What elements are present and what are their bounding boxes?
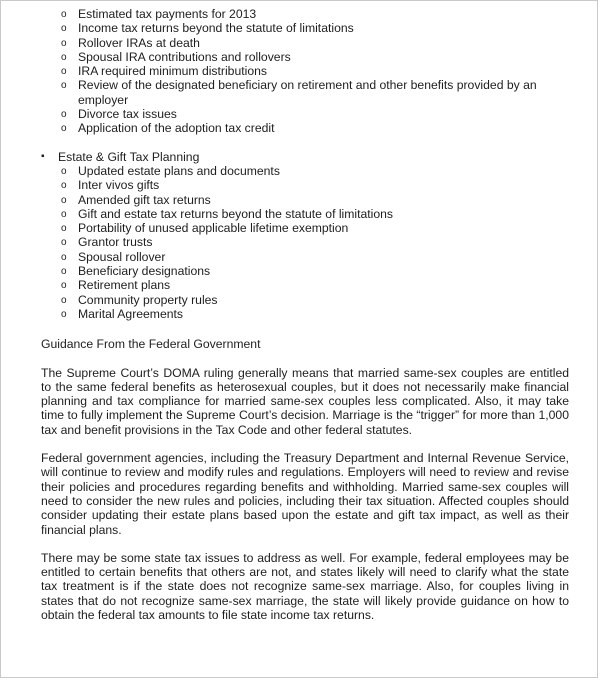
document-content	[41, 7, 569, 622]
list-item: o Gift and estate tax returns beyond the statute of limitations	[41, 207, 569, 221]
estate-gift-list	[41, 164, 569, 321]
guidance-heading: Guidance From the Federal Government	[41, 337, 261, 352]
list-item: o Application of the adoption tax credit	[41, 121, 569, 135]
list-item: o Retirement plans	[41, 278, 569, 292]
list-item: o Amended gift tax returns	[41, 193, 569, 207]
list-item: o IRA required minimum distributions	[41, 64, 569, 78]
list-item: o Marital Agreements	[41, 307, 569, 321]
estate-gift-section-title	[41, 150, 569, 164]
tax-issues-list	[41, 7, 569, 136]
list-item: o Portability of unused applicable lifetime exemption	[41, 221, 569, 235]
list-item: o Divorce tax issues	[41, 107, 569, 121]
paragraph: There may be some state tax issues to address as well. For example, federal employees may be entitled to certain benefits that others are not, and states likely will need to clarify what the state tax treatment is if the state does not recognize same-sex marriage. Also, for couples living in states that do not recognize same-sex marriage, the state will likely provide guidance on how to obtain the federal tax amounts to file state income tax returns.	[41, 550, 569, 622]
list-item: o Inter vivos gifts	[41, 178, 569, 192]
list-item: o Review of the designated beneficiary on retirement and other benefits provided by an employer	[41, 78, 569, 107]
list-item: o Estimated tax payments for 2013	[41, 7, 569, 21]
list-item: o Updated estate plans and documents	[41, 164, 569, 178]
bullet-icon: ▪	[41, 150, 45, 162]
list-item: o Spousal IRA contributions and rollovers	[41, 50, 569, 64]
list-item: o Spousal rollover	[41, 250, 569, 264]
section-title: Estate & Gift Tax Planning	[58, 149, 200, 164]
list-item: o Community property rules	[41, 293, 569, 307]
list-item: o Income tax returns beyond the statute of limitations	[41, 21, 569, 35]
list-item: o Rollover IRAs at death	[41, 36, 569, 50]
list-item: o Grantor trusts	[41, 235, 569, 249]
paragraph: Federal government agencies, including the Treasury Department and Internal Revenue Service, will continue to review and modify rules and regulations. Employers will need to review and revise their policies and procedures regarding benefits and withholding. Married same-sex couples will need to consider the new rules and policies, including their tax situation. Affected couples should consider updating their estate plans based upon the estate and gift tax impact, as well as their financial plans.	[41, 451, 569, 537]
list-item: o Beneficiary designations	[41, 264, 569, 278]
paragraph: The Supreme Court’s DOMA ruling generally means that married same-sex couples are entitled to the same federal benefits as heterosexual couples, but it does not necessarily make financial planning and tax compliance for married same-sex couples less complicated. Also, it may take time to fully implement the Supreme Court’s decision. Marriage is the “trigger” for more than 1,000 tax and benefit provisions in the Tax Code and other federal statutes.	[41, 365, 569, 437]
